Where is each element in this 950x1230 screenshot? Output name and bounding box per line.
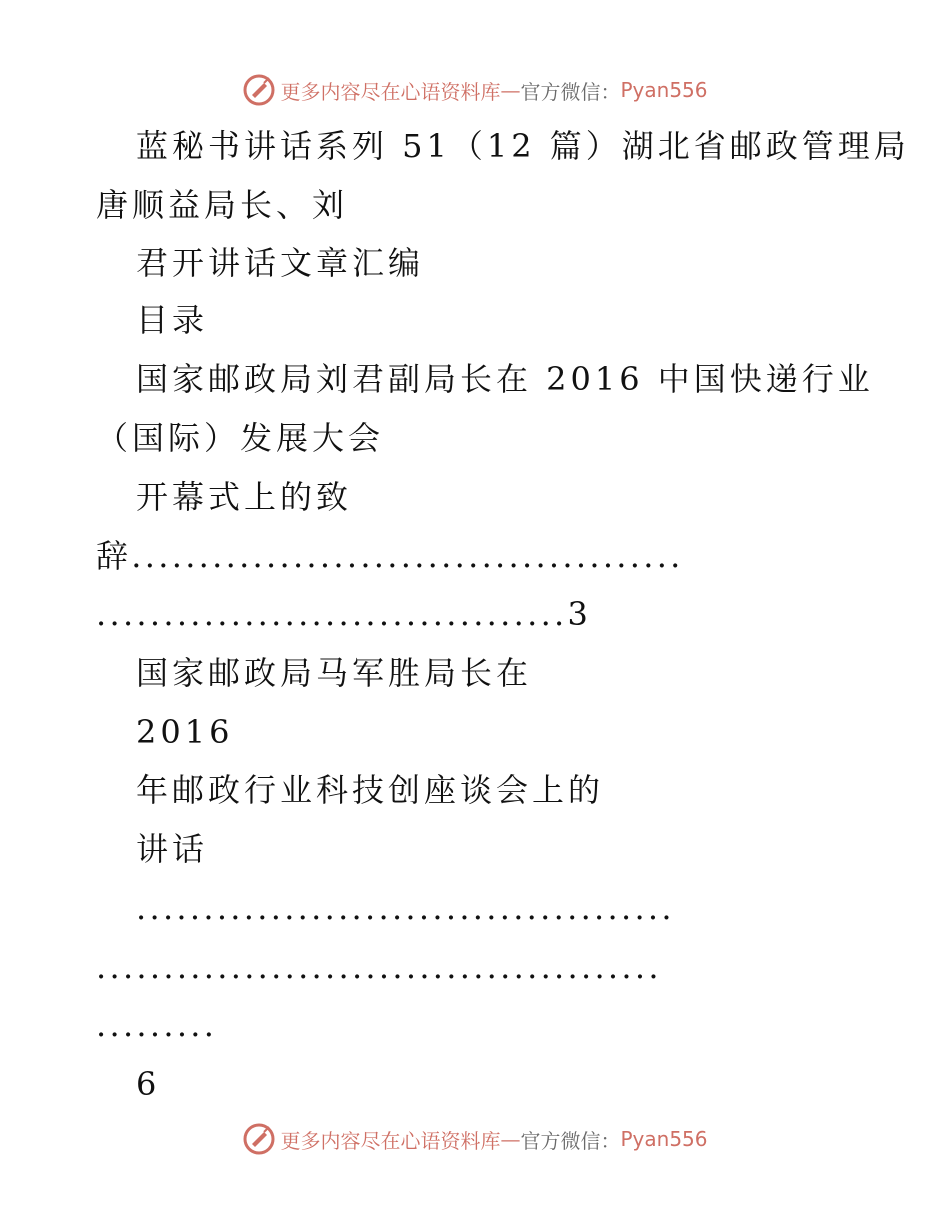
toc-entry-2-line-2: 2016 bbox=[136, 713, 234, 751]
title-line-3: 君开讲话文章汇编 bbox=[136, 244, 425, 282]
banner-dash: — bbox=[500, 78, 521, 102]
banner-dash: — bbox=[500, 1127, 521, 1151]
footer-banner bbox=[0, 1119, 950, 1159]
toc-entry-2-leader-2: .......................................... bbox=[96, 948, 662, 986]
toc-entry-2-line-3: 年邮政行业科技创座谈会上的 bbox=[136, 771, 605, 809]
header-banner bbox=[0, 70, 950, 110]
banner-wechat-label: 官方微信： bbox=[520, 1128, 621, 1153]
toc-entry-2-line-4: 讲话 bbox=[136, 830, 209, 868]
toc-entry-1-line-2: （国际）发展大会 bbox=[96, 419, 385, 457]
toc-entry-2-page: 6 bbox=[136, 1065, 161, 1103]
banner-wechat-id: Pyan556 bbox=[620, 1127, 708, 1151]
toc-heading: 目录 bbox=[136, 301, 209, 339]
banner-text: 更多内容尽在心语资料库 bbox=[280, 1128, 501, 1153]
toc-entry-1-leader-2: ...................................3 bbox=[96, 595, 592, 633]
toc-entry-1-leader-1: 辞......................................... bbox=[96, 537, 684, 575]
toc-entry-2-leader-3: ......... bbox=[96, 1006, 218, 1044]
brand-logo-icon bbox=[242, 73, 276, 107]
banner-wechat-id: Pyan556 bbox=[620, 78, 708, 102]
brand-logo-icon bbox=[242, 1122, 276, 1156]
title-line-1: 蓝秘书讲话系列 51（12 篇）湖北省邮政管理局 bbox=[136, 127, 910, 165]
toc-entry-2-leader-1: ........................................ bbox=[136, 889, 675, 927]
toc-entry-1-line-3: 开幕式上的致 bbox=[136, 478, 353, 516]
banner-text: 更多内容尽在心语资料库 bbox=[280, 79, 501, 104]
title-line-2: 唐顺益局长、刘 bbox=[96, 186, 349, 224]
toc-entry-2-line-1: 国家邮政局马军胜局长在 bbox=[136, 654, 533, 692]
banner-wechat-label: 官方微信： bbox=[520, 79, 621, 104]
toc-entry-1-line-1: 国家邮政局刘君副局长在 2016 中国快递行业 bbox=[136, 360, 874, 398]
